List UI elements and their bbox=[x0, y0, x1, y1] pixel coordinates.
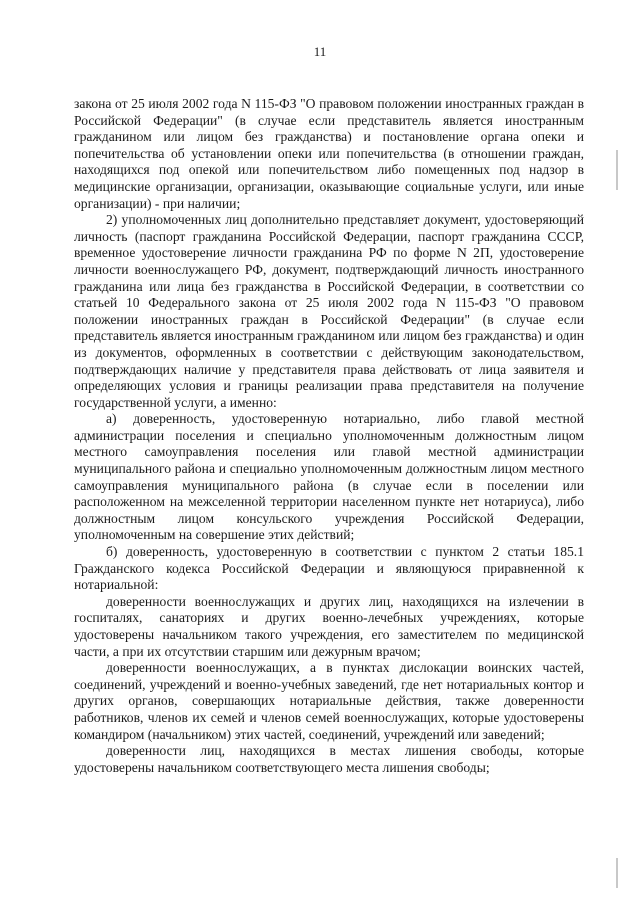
page-number: 11 bbox=[313, 44, 327, 59]
paragraph-continuation: закона от 25 июля 2002 года N 115-ФЗ "О правовом положении иностранных граждан в Российской Федерации" (в случае если представитель является иностранным гражданином или лицом без гражданства) и постановление органа опеки и попечительства об установлении опеки или попечительства (в отношении граждан, находящихся под опекой или попечительством либо помещенных под надзор в медицинские организации, организации, оказывающие социальные услуги, или иные организации) - при наличии; bbox=[74, 96, 584, 211]
document-body bbox=[74, 96, 584, 776]
paragraph-item-b: б) доверенность, удостоверенную в соответствии с пунктом 2 статьи 185.1 Гражданского кодекса Российской Федерации и являющуюся приравненной к нотариальной: bbox=[74, 544, 584, 593]
paragraph-item-a: а) доверенность, удостоверенную нотариально, либо главой местной администрации поселения и специально уполномоченным должностным лицом местного самоуправления поселения или главой местной администрации муниципального района и специально уполномоченным должностным лицом местного самоуправления муниципального района (в случае если в поселении или расположенном на межселенной территории населенном пункте нет нотариуса), либо должностным лицом консульского учреждения Российской Федерации, уполномоченным на совершение этих действий; bbox=[74, 411, 584, 543]
paragraph-item-2: 2) уполномоченных лиц дополнительно представляет документ, удостоверяющий личность (паспорт гражданина Российской Федерации, паспорт гражданина СССР, временное удостоверение личности гражданина РФ по форме N 2П, удостоверение личности военнослужащего РФ, документ, подтверждающий личность иностранного гражданина или лица без гражданства в Российской Федерации, в соответствии со статьей 10 Федерального закона от 25 июля 2002 года N 115-ФЗ "О правовом положении иностранных граждан в Российской Федерации" (в случае если представитель является иностранным гражданином или лицом без гражданства) и один из документов, оформленных в соответствии с действующим законодательством, подтверждающих наличие у представителя права действовать от лица заявителя и определяющих условия и границы реализации права представителя на получение государственной услуги, а именно: bbox=[74, 212, 584, 410]
scan-edge-mark bbox=[616, 858, 618, 888]
paragraph-hospital-power-of-attorney: доверенности военнослужащих и других лиц, находящихся на излечении в госпиталях, санаториях и других военно-лечебных учреждениях, которые удостоверены начальником такого учреждения, его заместителем по медицинской части, а при их отсутствии старшим или дежурным врачом; bbox=[74, 593, 584, 659]
scan-edge-mark bbox=[616, 150, 618, 190]
paragraph-prison-power-of-attorney: доверенности лиц, находящихся в местах лишения свободы, которые удостоверены начальником соответствующего места лишения свободы; bbox=[74, 743, 584, 775]
paragraph-military-power-of-attorney: доверенности военнослужащих, а в пунктах дислокации воинских частей, соединений, учреждений и военно-учебных заведений, где нет нотариальных контор и других органов, совершающих нотариальные действия, также доверенности работников, членов их семей и членов семей военнослужащих, которые удостоверены командиром (начальником) этих частей, соединений, учреждений или заведений; bbox=[74, 660, 584, 742]
